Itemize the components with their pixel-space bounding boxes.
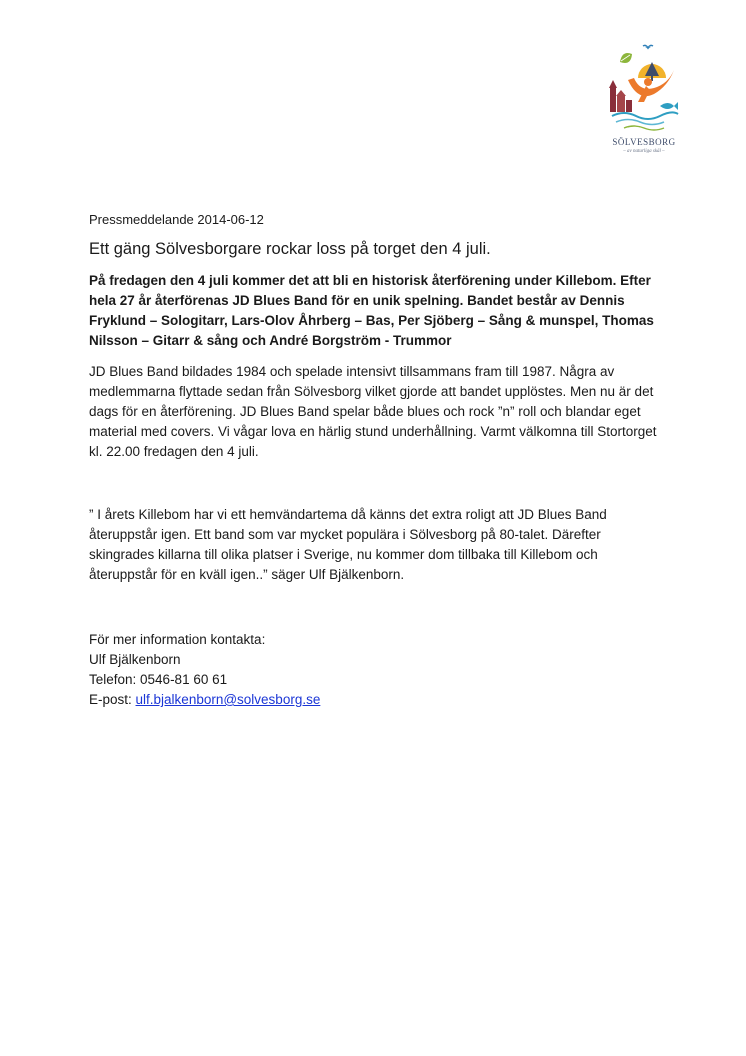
contact-phone: Telefon: 0546-81 60 61: [89, 672, 228, 687]
contact-email-line: [89, 690, 669, 710]
email-link[interactable]: ulf.bjalkenborn@solvesborg.se: [135, 692, 321, 707]
logo-tagline: – av naturliga skäl –: [623, 149, 665, 154]
press-release: [89, 211, 669, 710]
contact-block: [89, 630, 669, 710]
solvesborg-logo: [598, 40, 690, 162]
contact-name: Ulf Bjälkenborn: [89, 652, 181, 667]
body-paragraph: JD Blues Band bildades 1984 och spelade intensivt tillsammans fram till 1987. Några av medlemmarna flyttade sedan från Sölvesborg vilket gjorde att bandet upplöstes. Men nu är det dags för en återförening. JD Blues Band spelar både blues och rock ”n” roll och blandar eget material med covers. Vi vågar lova en härlig stund underhållning. Varmt välkomna till Stortorget kl. 22.00 fredagen den 4 juli.: [89, 364, 657, 459]
headline: Ett gäng Sölvesborgare rockar loss på torget den 4 juli.: [89, 240, 491, 258]
contact-heading: För mer information kontakta:: [89, 632, 266, 647]
lead-paragraph: På fredagen den 4 juli kommer det att bli en historisk återförening under Killebom. Efter hela 27 år återförenas JD Blues Band för en unik spelning. Bandet består av Dennis Fryklund – Sologitarr, Lars-Olov Åhrberg – Bas, Per Sjöberg – Sång & munspel, Thomas Nilsson – Gitarr & sång och André Borgström - Trummor: [89, 273, 654, 348]
solvesborg-emblem-icon: [598, 40, 690, 136]
release-date: Pressmeddelande 2014-06-12: [89, 212, 264, 227]
email-label: E-post:: [89, 692, 136, 707]
logo-name: SÖLVESBORG: [612, 137, 676, 147]
quote-paragraph: ” I årets Killebom har vi ett hemvändartema då känns det extra roligt att JD Blues Band återuppstår igen. Ett band som var mycket populära i Sölvesborg på 80-talet. Därefter skingrades killarna till olika platser i Sverige, nu kommer dom tillbaka till Killebom och återuppstår för en kväll igen..” säger Ulf Bjälkenborn.: [89, 507, 607, 582]
